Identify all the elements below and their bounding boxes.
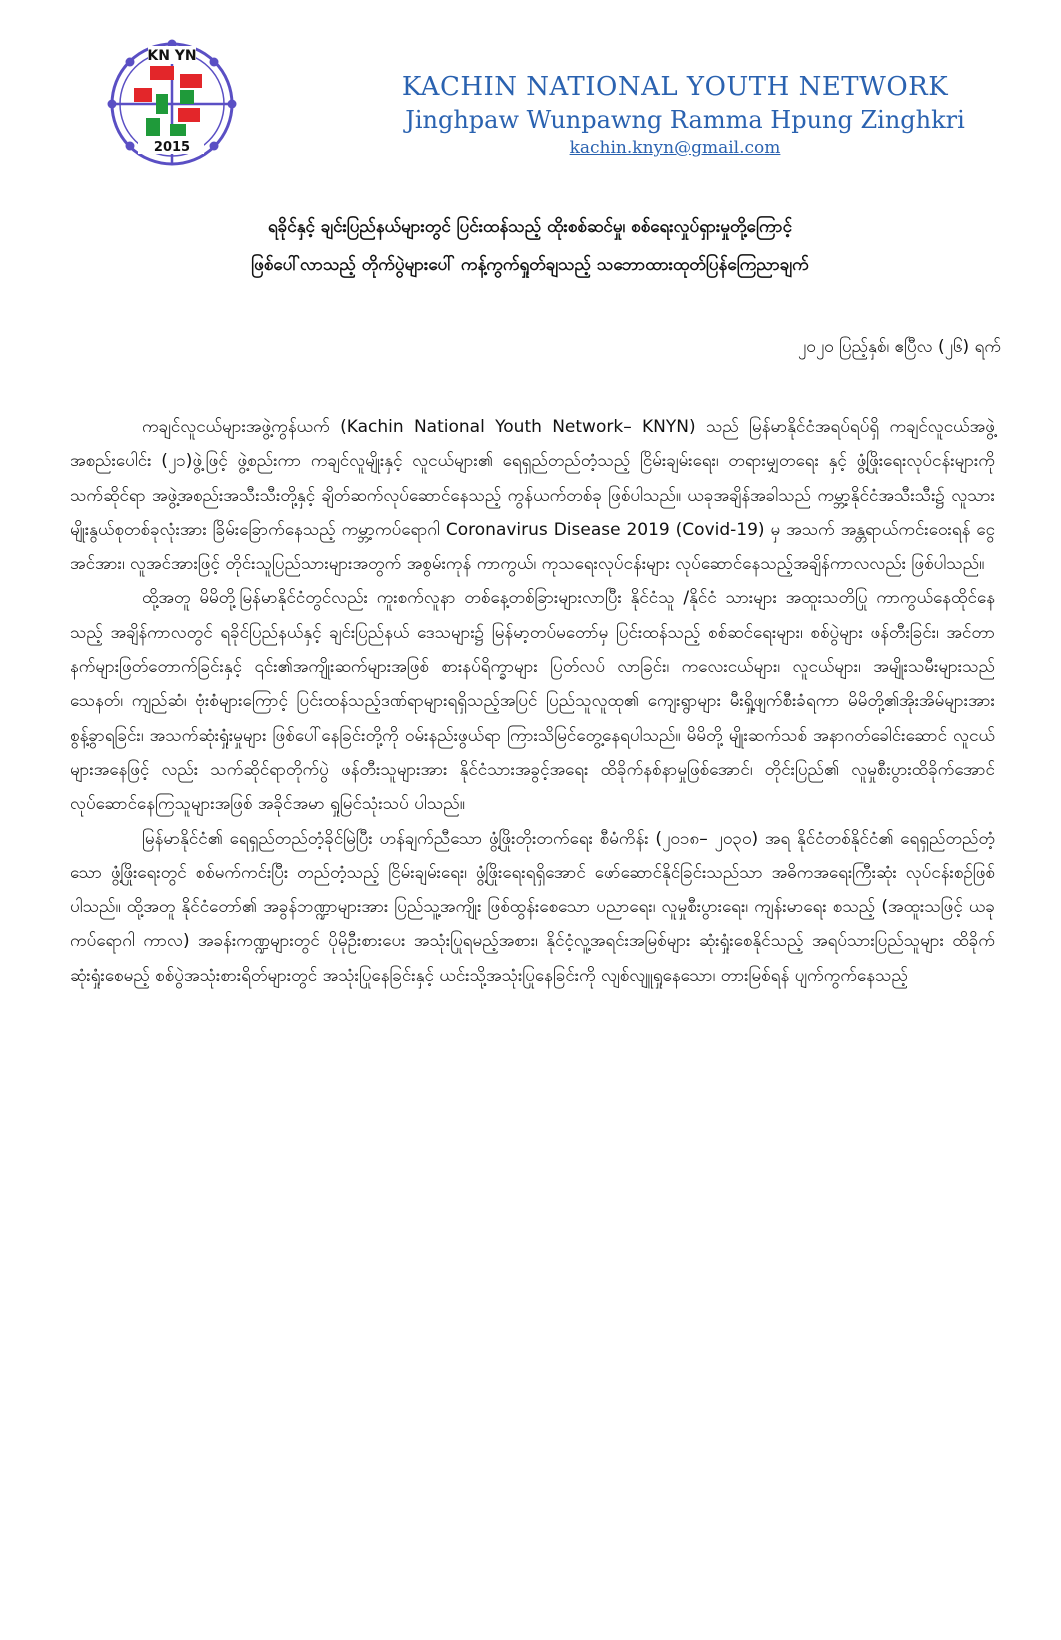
body-paragraph: ကချင်လူငယ်များအဖွဲ့ကွန်ယက် (Kachin National Youth Network– KNYN) သည် မြန်မာနိုင်ငံအရပ်ရပ်ရှိ ကချင်လူငယ်အဖွဲ့အစည်းပေါင်း (၂၁)ဖွဲ့ဖြင့် ဖွဲ့စည်းကာ ကချင်လူမျိုးနှင့် လူငယ်များ၏ ရေရှည်တည်တံ့သည့် ငြိမ်းချမ်းရေး၊ တရားမျှတရေး နှင့် ဖွံ့ဖြိုးရေးလုပ်ငန်းများကို သက်ဆိုင်ရာ အဖွဲ့အစည်းအသီးသီးတို့နှင့် ချိတ်ဆက်လုပ်ဆောင်နေသည့် ကွန်ယက်တစ်ခု ဖြစ်ပါသည်။ ယခုအချိန်အခါသည် ကမ္ဘာ့နိုင်ငံအသီးသီး၌ လူသားမျိုးနွယ်စုတစ်ခုလုံးအား ခြိမ်းခြောက်နေသည့် ကမ္ဘာ့ကပ်ရောဂါ Coronavirus Disease 2019 (Covid-19) မှ အသက် အန္တရာယ်ကင်းဝေးရန် ငွေအင်အား၊ လူအင်အားဖြင့် တိုင်းသူပြည်သားများအတွက် အစွမ်းကုန် ကာကွယ်၊ ကုသရေးလုပ်ငန်းများ လုပ်ဆောင်နေသည့်အချိန်ကာလလည်း ဖြစ်ပါသည်။	[70, 417, 995, 575]
body-paragraph: ထို့အတူ မိမိတို့မြန်မာနိုင်ငံတွင်လည်း ကူးစက်လူနာ တစ်နေ့တစ်ခြားများလာပြီး နိုင်ငံသူ /နိုင်ငံ သားများ အထူးသတိပြု ကာကွယ်နေထိုင်နေသည့် အချိန်ကာလတွင် ရခိုင်ပြည်နယ်နှင့် ချင်းပြည်နယ် ဒေသများ၌ မြန်မာ့တပ်မတော်မှ ပြင်းထန်သည့် စစ်ဆင်ရေးများ၊ စစ်ပွဲများ ဖန်တီးခြင်း၊ အင်တာနက်များဖြတ်တောက်ခြင်းနှင့် ၎င်း၏အကျိုးဆက်များအဖြစ် စားနပ်ရိက္ခာများ ပြတ်လပ် လာခြင်း၊ ကလေးငယ်များ၊ လူငယ်များ၊ အမျိုးသမီးများသည် သေနတ်၊ ကျည်ဆံ၊ ဗုံးစံများကြောင့် ပြင်းထန်သည့်ဒဏ်ရာများရရှိသည့်အပြင် ပြည်သူလူထု၏ ကျေးရွာများ မီးရှို့ဖျက်စီးခံရကာ မိမိတို့၏အိုးအိမ်များအား စွန့်ခွာရခြင်း၊ အသက်ဆုံးရှုံးမှုများ ဖြစ်ပေါ်နေခြင်းတို့ကို ဝမ်းနည်းဖွယ်ရာ ကြားသိမြင်တွေ့နေရပါသည်။ မိမိတို့ မျိုးဆက်သစ် အနာဂတ်ခေါင်းဆောင် လူငယ်များအနေဖြင့် လည်း သက်ဆိုင်ရာတိုက်ပွဲ ဖန်တီးသူများအား နိုင်ငံသားအခွင့်အရေး ထိခိုက်နစ်နာမှုဖြစ်အောင်၊ တိုင်းပြည်၏ လူမှုစီးပွားထိခိုက်အောင် လုပ်ဆောင်နေကြသူများအဖြစ် အခိုင်အမာ ရှုမြင်သုံးသပ် ပါသည်။	[70, 588, 995, 815]
org-email-link[interactable]: kachin.knyn@gmail.com	[569, 138, 781, 158]
body-paragraph: မြန်မာနိုင်ငံ၏ ရေရှည်တည်တံ့ခိုင်မြဲပြီး ဟန်ချက်ညီသော ဖွံ့ဖြိုးတိုးတက်ရေး စီမံကိန်း (၂၀၁၈– ၂၀၃၀) အရ နိုင်ငံတစ်နိုင်ငံ၏ ရေရှည်တည်တံ့သော ဖွံ့ဖြိုးရေးတွင် စစ်မက်ကင်းပြီး တည်တံ့သည့် ငြိမ်းချမ်းရေး၊ ဖွံ့ဖြိုးရေးရရှိအောင် ဖော်ဆောင်နိုင်ခြင်းသည်သာ အဓိကအရေးကြီးဆုံး လုပ်ငန်းစဉ်ဖြစ်ပါသည်။ ထို့အတူ နိုင်ငံတော်၏ အခွန်ဘဏ္ဍာများအား ပြည်သူ့အကျိုး ဖြစ်ထွန်းစေသော ပညာရေး၊ လူမှုစီးပွားရေး၊ ကျန်းမာရေး စသည့် (အထူးသဖြင့် ယခုကပ်ရောဂါ ကာလ) အခန်းကဏ္ဍများတွင် ပိုမိုဦးစားပေး အသုံးပြုရမည့်အစား၊ နိုင်ငံ့လူ့အရင်းအမြစ်များ ဆုံးရှုံးစေနိုင်သည့် အရပ်သားပြည်သူများ ထိခိုက်ဆုံးရှုံးစေမည့် စစ်ပွဲအသုံးစားရိတ်များတွင် အသုံးပြုနေခြင်းနှင့် ယင်းသို့အသုံးပြုနေခြင်းကို လျစ်လျူရှုနေသော၊ တားမြစ်ရန် ပျက်ကွက်နေသည့်	[70, 828, 995, 986]
org-subtitle: Jinghpaw Wunpawng Ramma Hpung Zinghkri	[405, 106, 965, 134]
logo-red-block	[150, 66, 174, 80]
logo-dot	[210, 58, 219, 67]
statement-title	[60, 208, 1000, 284]
logo-dot	[126, 58, 135, 67]
title-line: ဖြစ်ပေါ်လာသည့် တိုက်ပွဲများပေါ် ကန့်ကွက်ရှုတ်ချသည့် သဘောထားထုတ်ပြန်ကြေညာချက်	[251, 255, 809, 275]
logo-dot	[228, 100, 237, 109]
logo-green-block	[156, 94, 168, 114]
org-header	[350, 70, 1000, 160]
logo-dot	[108, 100, 117, 109]
logo-dot	[126, 142, 135, 151]
logo-text: KN YN	[147, 48, 197, 64]
title-line: ရခိုင်နှင့် ချင်းပြည်နယ်များတွင် ပြင်းထန်သည့် ထိုးစစ်ဆင်မှု၊ စစ်ရေးလှုပ်ရှားမှုတို့ကြောင့်	[267, 217, 793, 237]
org-name: KACHIN NATIONAL YOUTH NETWORK	[401, 72, 949, 102]
logo-red-block	[134, 88, 152, 102]
logo-green-block	[180, 90, 194, 104]
logo-dot	[210, 142, 219, 151]
statement-date: ၂၀၂၀ ပြည့်နှစ်၊ ဧပြီလ (၂၆) ရက်	[797, 337, 1001, 357]
logo-year: 2015	[153, 140, 191, 155]
statement-body	[70, 410, 995, 993]
knyn-logo	[100, 36, 244, 172]
logo-red-block	[180, 74, 202, 88]
logo-red-block	[178, 108, 200, 122]
